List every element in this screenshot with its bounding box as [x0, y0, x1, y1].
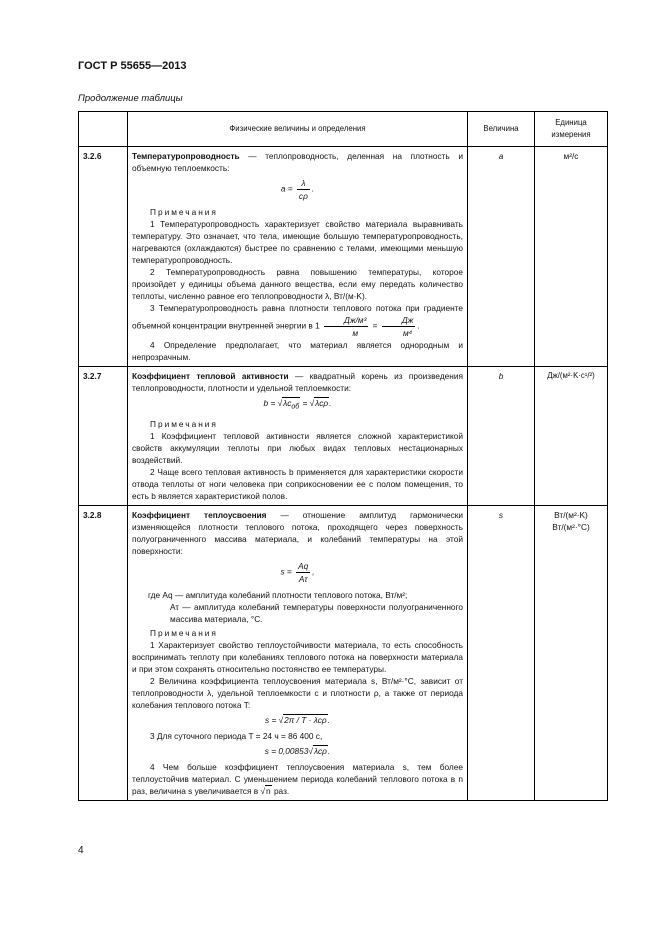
page-number: 4 [78, 845, 84, 856]
row-definition [128, 147, 468, 367]
row-unit [535, 505, 608, 800]
note-2: 2 Чаще всего тепловая активность b применяется для характеристики скорости отвода теплоты от ноги человека при соприкосновении ее с полом помещения, то есть b является характеристикой полов. [132, 466, 463, 501]
row-unit: м²/с [535, 147, 608, 367]
radicand: 2π / T · λcρ [284, 714, 327, 725]
definitions-table [78, 111, 608, 801]
formula [132, 177, 463, 202]
table-row [79, 367, 608, 506]
radicand: λcρ [313, 745, 327, 756]
note-1: 1 Коэффициент тепловой активности является сложной характеристикой свойств аккумуляции теплоты при любых видах тепловых нестационарных воздействий. [132, 430, 463, 465]
fraction [382, 314, 416, 339]
note-3: 3 Для суточного периода T = 24 ч = 86 400 с, [150, 730, 323, 741]
denominator: cρ [298, 191, 308, 201]
formula: $b = √\lambda c_{об} = √\lambda c\rho$. [263, 398, 332, 411]
formula-lhs: b = [263, 398, 276, 408]
where-line-2: Aτ — амплитуда колебаний температуры поверхности полуограниченного массива материала, °С. [170, 601, 463, 624]
denominator: Aτ [298, 573, 308, 584]
table-header-row [79, 112, 608, 147]
row-number: 3.2.7 [79, 367, 128, 506]
definition-text: — отношение амплитуд гармонически изменяющейся плотности теплового потока, проходящего через поверхность полуограниченного массива материала, и колебаний температуры на этой поверхности: [132, 509, 463, 556]
table-continuation-label: Продолжение таблицы [78, 93, 183, 104]
formula: s = √2π / T · λcρ. [265, 714, 330, 725]
note-4: 4 Чем больше коэффициент теплоусвоения материала s, тем более теплоустойчив материал. С уменьшением периода колебаний теплового потока в n раз, величина s увеличивается в √n раз. [132, 761, 463, 796]
denominator: м [352, 328, 359, 338]
row-number: 3.2.6 [79, 147, 128, 367]
formula-lhs: s = [265, 714, 277, 725]
formula-lhs: s = [280, 566, 292, 577]
numerator: Aq [298, 560, 309, 571]
radicand: n [266, 785, 271, 796]
document-code: ГОСТ Р 55655—2013 [78, 60, 187, 72]
row-symbol: a [468, 147, 535, 367]
formula-end: . [311, 183, 315, 194]
unit-line-2: Вт/(м²·°С) [552, 521, 590, 532]
denominator: м⁴ [402, 328, 413, 338]
note-2: 2 Температуропроводность равна повышению температуры, которое произойдет у единицы объема данного вещества, если ему передать количество теплоты, численно равное его теплопроводности λ, Вт/(м·K). [132, 267, 463, 301]
radicand [282, 397, 300, 411]
formula-lhs: a = [280, 183, 293, 194]
formula-end: . [329, 398, 332, 408]
col-quantity-header: Величина [468, 112, 535, 147]
formula-end: . [327, 714, 330, 725]
note-1: 1 Характеризует свойство теплоустойчивости материала, то есть способность воспринимать теплоту при колебаниях теплового потока на поверхности материала и при этом сохранять относительно постоянство ее температуры. [132, 639, 463, 674]
term: Коэффициент теплоусвоения [132, 509, 267, 520]
note-1: 1 Температуропроводность характеризует свойство материала выравнивать температуру. Это означает, что тела, имеющие большую температуропроводность, нагреваются (охлаждаются) быстрее по сравнению с телами, имеющими меньшую температуропроводность. [132, 219, 463, 265]
note-4-text: 4 Чем больше коэффициент теплоусвоения материала s, тем более теплоустойчив материал. С уменьшением периода колебаний теплового потока в n раз, величина s увеличивается в [132, 761, 463, 796]
unit-line-1: Вт/(м²·K) [554, 509, 588, 520]
formula-lhs: s = 0,00853 [264, 745, 309, 756]
row-number: 3.2.8 [79, 505, 128, 800]
where-line-1: где Aq — амплитуда колебаний плотности теплового потока, Вт/м²; [148, 589, 408, 600]
notes-heading: Примечания [150, 418, 218, 429]
formula-end: . [327, 745, 331, 756]
term: Коэффициент тепловой активности [132, 371, 289, 381]
radicand-text: λc [283, 398, 292, 408]
fraction [324, 314, 368, 339]
note-2: 2 Величина коэффициента теплоусвоения материала s, Вт/м²·°С, зависит от теплопроводности λ, удельной теплоемкости с и плотности ρ, а также от периода колебания теплового потока T: [132, 675, 463, 710]
formula-end: раз. [271, 785, 290, 796]
table-row [79, 505, 608, 800]
col-definition-header: Физические величины и определения [128, 112, 468, 147]
note-3 [132, 302, 463, 339]
notes-heading: Примечания [150, 207, 218, 217]
formula [132, 560, 463, 585]
fraction [296, 560, 310, 585]
term: Температуропроводность [132, 151, 240, 161]
row-definition [128, 505, 468, 800]
note-4: 4 Определение предполагает, что материал является однородным и непрозрачным. [132, 340, 463, 362]
note-3-text: 3 Температуропроводность равна плотности теплового потока при градиенте объемной концентрации внутренней энергии в 1 [132, 303, 463, 331]
numerator: Дж [382, 314, 416, 327]
equals-sign: = [302, 398, 308, 408]
col-unit-header: Единица измерения [535, 112, 608, 147]
definition-text: — теплопроводность, деленная на плотность и объемную теплоемкость: [132, 151, 463, 173]
subscript: об [291, 403, 300, 411]
radicand: λcρ [315, 398, 329, 408]
formula-end: . [417, 320, 420, 331]
fraction [297, 177, 310, 202]
formula: s = 0,00853√λcρ. [264, 745, 331, 756]
row-symbol: b [468, 367, 535, 506]
table-row [79, 147, 608, 367]
row-unit: Дж/(м²·K·с¹/²) [535, 367, 608, 506]
col-number-header [79, 112, 128, 147]
notes-heading: Примечания [150, 627, 218, 638]
equals-sign: = [372, 320, 378, 331]
formula-end: , [312, 566, 315, 577]
row-definition [128, 367, 468, 506]
row-symbol: s [468, 505, 535, 800]
numerator: Дж/м³ [324, 314, 368, 327]
numerator: λ [297, 177, 310, 190]
definition-text: — квадратный корень из произведения теплопроводности, плотности и удельной теплоемкости: [132, 371, 463, 393]
